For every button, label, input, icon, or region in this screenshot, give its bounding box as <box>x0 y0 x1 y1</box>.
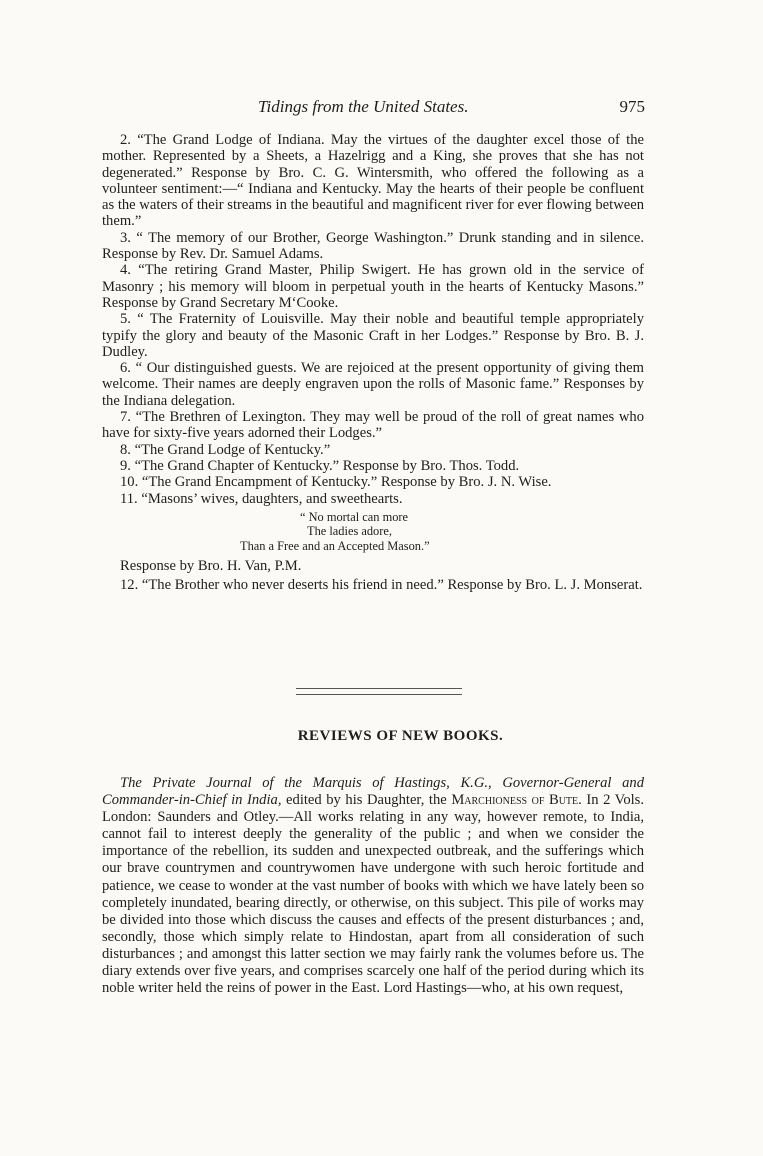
toast-paragraph: 5. “ The Fraternity of Louisville. May their noble and beautiful temple appropriately typify the glory and beauty of the Masonic Craft in her Lodges.” Response by Bro. B. J. Dudley. <box>102 311 644 360</box>
review-body: . In 2 Vols. London: Saunders and Otley.—All works relating in any way, however remote, to India, cannot fail to interest deeply the generality of the public ; and when we consider the importance of the rebellion, its sudden and unexpected outbreak, and the sufferings which our brave countrymen and countrywomen have undergone with such heroic fortitude and patience, we cease to wonder at the vast number of books with which we have lately been so completely inundated, bearing directly, or otherwise, on this subject. This pile of works may be divided into those which discuss the causes and effects of the present disturbances ; and, secondly, those which simply relate to Hindostan, apart from all consideration of such disturbances ; and amongst this latter section we may fairly rank the volumes before us. The diary extends over five years, and comprises scarcely one half of the period during which its noble writer held the reins of power in the East. Lord Hastings—who, at his own request, <box>102 792 645 997</box>
toast-paragraph: 12. “The Brother who never deserts his friend in need.” Response by Bro. L. J. Monserat. <box>120 576 643 593</box>
toast-paragraph: 3. “ The memory of our Brother, George Washington.” Drunk standing and in silence. Response by Rev. Dr. Samuel Adams. <box>102 229 644 263</box>
toast-paragraph: 4. “The retiring Grand Master, Philip Swigert. He has grown old in the service of Masonry ; his memory will bloom in perpetual youth in the hearts of Kentucky Masons.” Response by Grand Secretary M‘Cooke. <box>102 262 644 311</box>
toast-paragraph: 10. “The Grand Encampment of Kentucky.” Response by Bro. J. N. Wise. <box>120 474 552 491</box>
page-header <box>0 97 763 121</box>
page-number: 975 <box>619 97 645 116</box>
response-line: Response by Bro. H. Van, P.M. <box>120 557 302 574</box>
running-title: Tidings from the United States. <box>258 97 469 116</box>
toast-paragraph: 11. “Masons’ wives, daughters, and sweethearts. <box>120 490 403 507</box>
toast-paragraph: 6. “ Our distinguished guests. We are rejoiced at the present opportunity of giving them welcome. Their names are deeply engraven upon the rolls of Masonic fame.” Responses by the Indiana delegation. <box>102 360 644 409</box>
toast-paragraph: 7. “The Brethren of Lexington. They may well be proud of the roll of great names who have for sixty-five years adorned their Lodges.” <box>102 409 644 442</box>
section-divider <box>296 688 462 695</box>
book-review-paragraph <box>102 775 644 997</box>
review-book-title: The Private Journal of the Marquis of Hastings, K.G., Governor-General and Commander-in-Chief in India, <box>102 775 644 809</box>
verse-line: The ladies adore, <box>307 524 392 539</box>
section-heading: REVIEWS OF NEW BOOKS. <box>297 728 504 744</box>
toast-paragraph: 2. “The Grand Lodge of Indiana. May the virtues of the daughter excel those of the mother. Represented by a Sheets, a Hazelrigg and a King, she proves that she has not degenerated.” Response by Bro. C. G. Wintersmith, who offered the following as a volunteer sentiment:—“ Indiana and Kentucky. May the hearts of their people be confluent as the waters of their streams in the beautiful and magnificent river for ever flowing between them.” <box>102 132 644 230</box>
verse-quote <box>102 510 644 554</box>
review-edited-by: edited by his Daughter, the <box>281 792 452 809</box>
toast-paragraph: 9. “The Grand Chapter of Kentucky.” Response by Bro. Thos. Todd. <box>120 457 520 474</box>
verse-line: “ No mortal can more <box>300 509 409 524</box>
toast-paragraph: 8. “The Grand Lodge of Kentucky.” <box>120 441 331 458</box>
review-editor: Marchioness of Bute <box>451 792 579 809</box>
verse-line: Than a Free and an Accepted Mason.” <box>240 539 430 554</box>
toast-list <box>102 132 644 593</box>
